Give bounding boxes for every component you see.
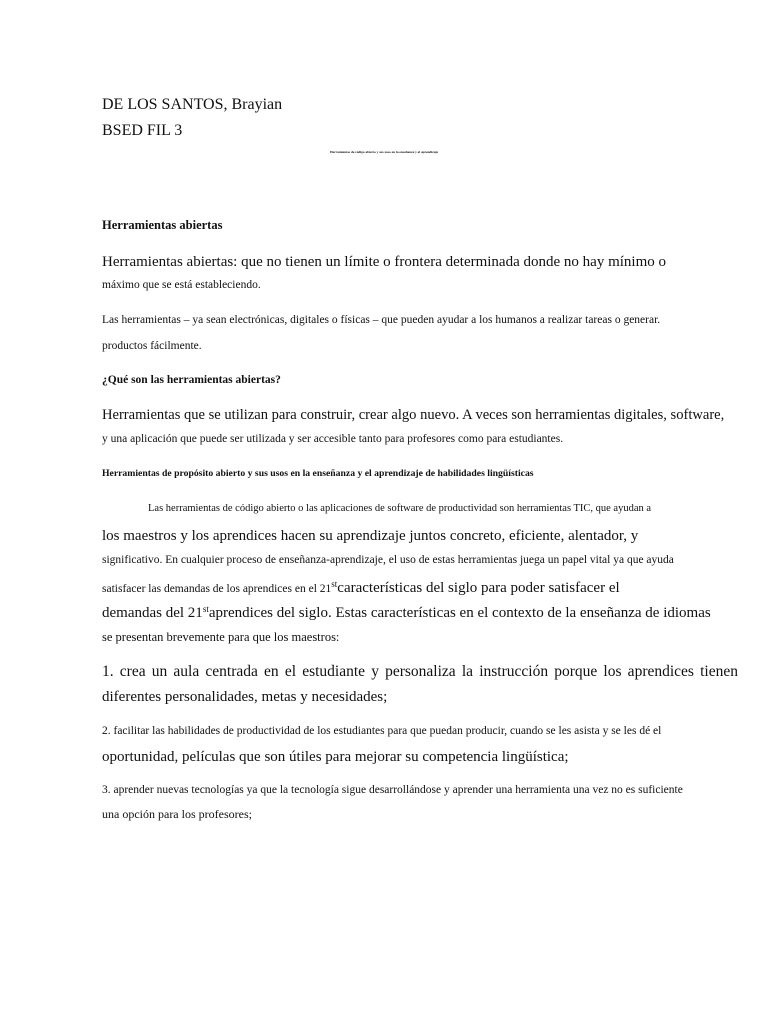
ordinal-superscript: st <box>202 604 209 614</box>
paragraph-text: características del siglo para poder satisfacer el <box>337 580 620 596</box>
list-item-2-line: 2. facilitar las habilidades de productividad de los estudiantes para que puedan producir, cuando se les asista y se les dé el <box>102 725 662 737</box>
section-heading-que-son: ¿Qué son las herramientas abiertas? <box>102 374 281 386</box>
list-item-1-line: 1. crea un aula centrada en el estudiante y personaliza la instrucción porque los aprendices tienen <box>102 663 738 680</box>
definition-line: Herramientas abiertas: que no tienen un límite o frontera determinada donde no hay mínimo o <box>102 254 666 270</box>
paragraph-line: Las herramientas de código abierto o las aplicaciones de software de productividad son herramientas TIC, que ayudan a <box>148 503 652 514</box>
paragraph-line <box>102 604 711 622</box>
tools-paragraph-line: productos fácilmente. <box>102 340 202 352</box>
document-title: Herramientas de código abierto y sus usos en la enseñanza y el aprendizaje <box>329 150 439 154</box>
paragraph-text: satisfacer las demandas de los aprendices en el 21 <box>102 583 332 595</box>
paragraph-line: se presentan brevemente para que los maestros: <box>102 630 340 644</box>
tools-paragraph-line: Las herramientas – ya sean electrónicas, digitales o físicas – que pueden ayudar a los humanos a realizar tareas o generar. <box>102 314 661 326</box>
ordinal-superscript: st <box>331 579 338 589</box>
paragraph-line: significativo. En cualquier proceso de enseñanza-aprendizaje, el uso de estas herramientas juega un papel vital ya que ayuda <box>102 554 674 566</box>
list-item-1-line: diferentes personalidades, metas y necesidades; <box>102 689 388 705</box>
course-code: BSED FIL 3 <box>102 122 183 139</box>
list-item-2-line: oportunidad, películas que son útiles para mejorar su competencia lingüística; <box>102 749 569 765</box>
paragraph-text: aprendices del siglo. Estas características en el contexto de la enseñanza de idiomas <box>208 605 711 621</box>
list-item-3-line: 3. aprender nuevas tecnologías ya que la tecnología sigue desarrollándose y aprender una herramienta una vez no es suficiente <box>102 784 683 796</box>
author-name: DE LOS SANTOS, Brayian <box>102 96 283 113</box>
section-heading-herramientas-abiertas: Herramientas abiertas <box>102 218 223 232</box>
answer-line: Herramientas que se utilizan para construir, crear algo nuevo. A veces son herramientas digitales, software, <box>102 407 725 423</box>
paragraph-text: demandas del 21 <box>102 605 203 621</box>
list-item-3-line: una opción para los profesores; <box>102 807 252 821</box>
paragraph-line: los maestros y los aprendices hacen su aprendizaje juntos concreto, eficiente, alentador, y <box>102 528 639 544</box>
paragraph-line <box>102 579 620 597</box>
answer-line: y una aplicación que puede ser utilizada y ser accesible tanto para profesores como para estudiantes. <box>102 433 564 445</box>
definition-line: máximo que se está estableciendo. <box>102 279 261 291</box>
section-heading-proposito-abierto: Herramientas de propósito abierto y sus usos en la enseñanza y el aprendizaje de habilidades lingüísticas <box>102 468 534 479</box>
